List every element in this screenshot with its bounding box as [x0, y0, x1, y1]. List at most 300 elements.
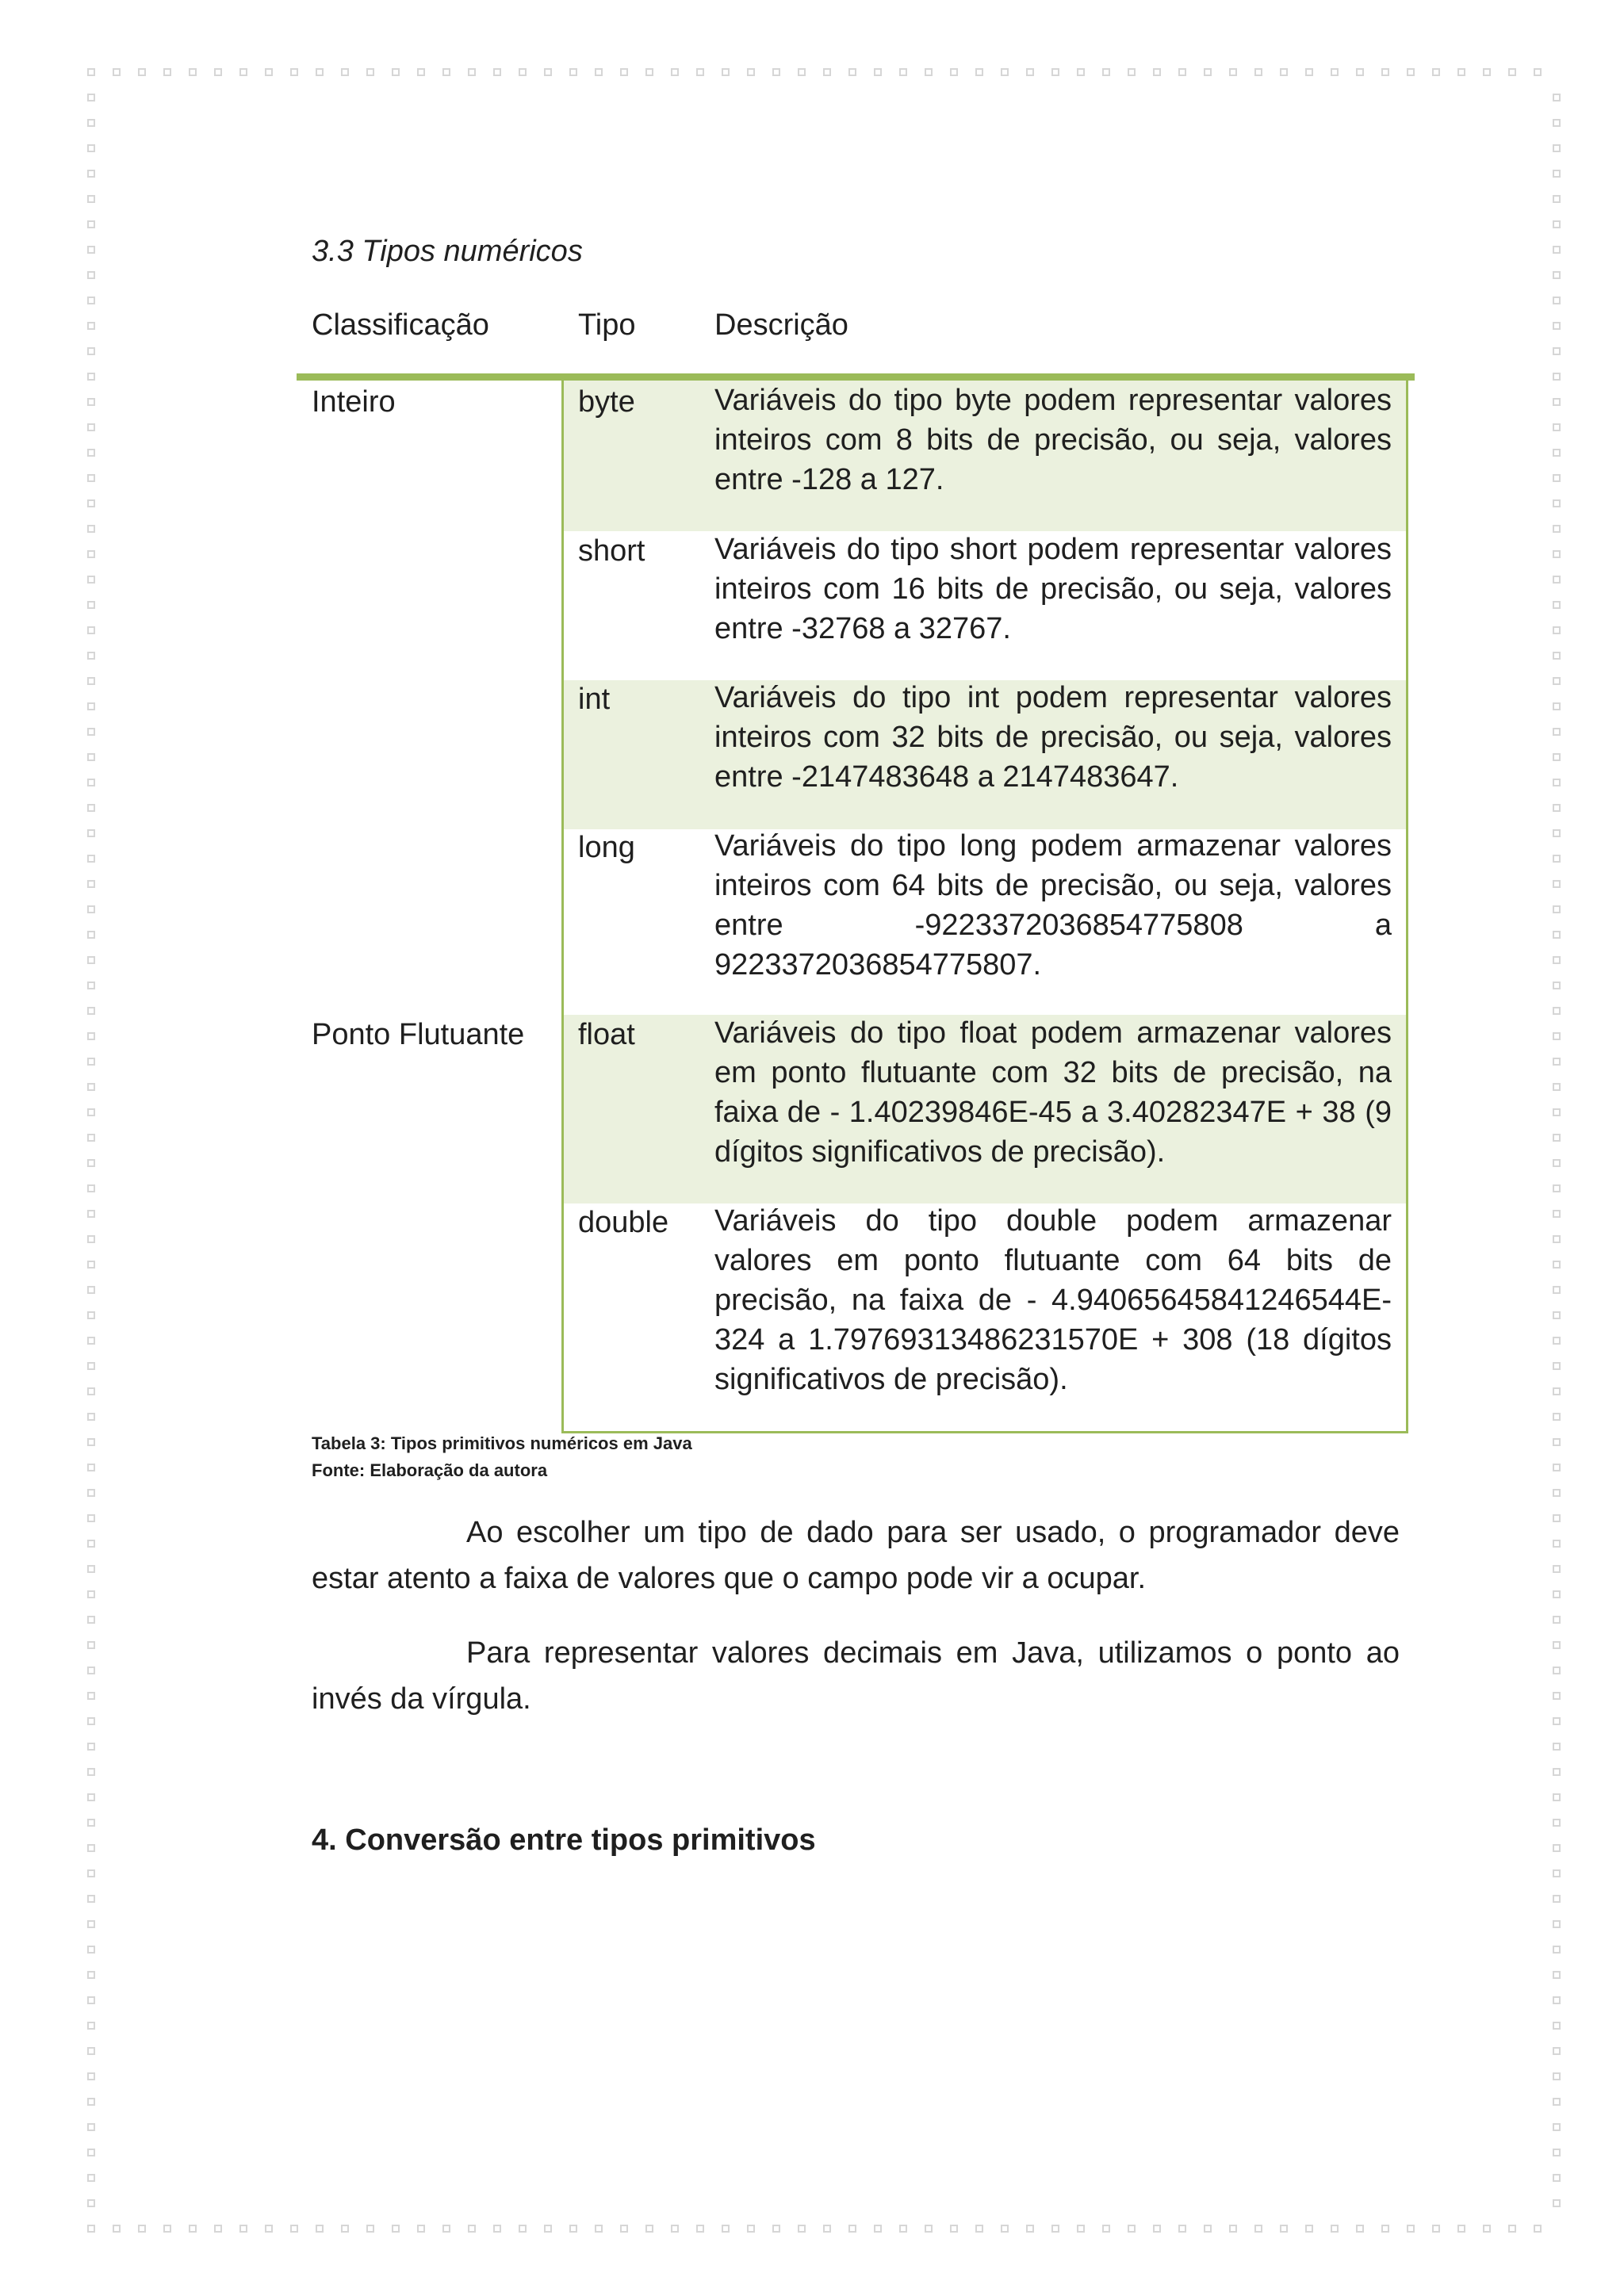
section-heading-4: 4. Conversão entre tipos primitivos — [312, 1823, 816, 1857]
border-square — [1553, 170, 1561, 178]
border-square — [1553, 2098, 1561, 2106]
border-square — [163, 68, 171, 76]
border-square — [87, 1413, 95, 1421]
border-square — [1553, 1413, 1561, 1421]
section-title: 3.3 Tipos numéricos — [312, 235, 583, 268]
border-square — [1128, 68, 1136, 76]
border-square — [87, 347, 95, 355]
header-type: Tipo — [578, 308, 636, 342]
border-square — [1077, 68, 1085, 76]
cell-type-long: long — [578, 831, 635, 864]
border-square — [1457, 2225, 1465, 2233]
border-square — [1553, 982, 1561, 989]
border-square — [493, 68, 501, 76]
border-square — [823, 68, 831, 76]
border-square — [87, 1108, 95, 1116]
border-square — [671, 2225, 679, 2233]
border-square — [87, 1514, 95, 1522]
border-square — [1553, 677, 1561, 685]
border-square — [747, 2225, 755, 2233]
border-square — [722, 68, 730, 76]
border-square — [1553, 1311, 1561, 1319]
border-square — [392, 68, 400, 76]
border-square — [87, 423, 95, 431]
border-square — [1077, 2225, 1085, 2233]
border-square — [87, 2123, 95, 2131]
border-square — [1553, 220, 1561, 228]
border-square — [1553, 246, 1561, 254]
border-square — [87, 1768, 95, 1776]
border-square — [87, 297, 95, 304]
border-square — [1153, 68, 1161, 76]
border-square — [366, 2225, 374, 2233]
paragraph-2: Para representar valores decimais em Java, utilizamos o ponto ao invés da vírgula. — [312, 1636, 1400, 1716]
border-square — [87, 550, 95, 558]
border-square — [138, 2225, 146, 2233]
border-square — [87, 1920, 95, 1928]
border-square — [1407, 2225, 1415, 2233]
border-square — [87, 373, 95, 381]
border-square — [1553, 1590, 1561, 1598]
border-square — [544, 2225, 552, 2233]
border-square — [87, 2072, 95, 2080]
border-square — [87, 119, 95, 127]
border-square — [87, 1844, 95, 1852]
border-square — [87, 1159, 95, 1167]
border-square — [87, 804, 95, 812]
border-square — [1553, 652, 1561, 660]
border-square — [1483, 2225, 1491, 2233]
border-square — [1553, 1261, 1561, 1269]
cell-type-byte: byte — [578, 385, 635, 419]
border-square — [87, 1565, 95, 1573]
cell-type-float: float — [578, 1018, 635, 1051]
border-square — [1553, 1616, 1561, 1624]
border-square — [1553, 1844, 1561, 1852]
border-square — [87, 905, 95, 913]
border-square — [87, 170, 95, 178]
border-square — [87, 576, 95, 584]
border-square — [1553, 1895, 1561, 1903]
border-square — [442, 68, 450, 76]
border-square — [87, 982, 95, 989]
border-square — [1553, 423, 1561, 431]
border-square — [1553, 94, 1561, 101]
border-square — [163, 2225, 171, 2233]
border-square — [87, 1083, 95, 1091]
border-square — [87, 1261, 95, 1269]
border-square — [341, 68, 349, 76]
border-square — [1553, 576, 1561, 584]
border-square — [341, 2225, 349, 2233]
border-square — [1553, 1007, 1561, 1015]
border-square — [87, 1869, 95, 1877]
border-square — [1553, 119, 1561, 127]
border-square — [87, 1819, 95, 1827]
border-square — [87, 1996, 95, 2004]
border-square — [87, 1438, 95, 1446]
header-classification: Classificação — [312, 308, 489, 342]
border-square — [87, 1743, 95, 1751]
table-caption-source: Fonte: Elaboração da autora — [312, 1460, 548, 1480]
border-square — [620, 68, 628, 76]
cell-description-int: Variáveis do tipo int podem representar valores inteiros com 32 bits de precisão, ou seja, valores entre -2147483648 a 2147483647. — [714, 681, 1392, 794]
border-square — [747, 68, 755, 76]
border-square — [87, 2174, 95, 2182]
border-square — [417, 68, 425, 76]
border-square — [87, 398, 95, 406]
border-square — [1553, 1083, 1561, 1091]
border-square — [87, 2199, 95, 2207]
border-square — [595, 68, 603, 76]
cell-type-double: double — [578, 1206, 669, 1239]
border-square — [1356, 2225, 1364, 2233]
border-square — [214, 68, 222, 76]
border-square — [1553, 1565, 1561, 1573]
border-square — [645, 2225, 653, 2233]
border-square — [1553, 1464, 1561, 1471]
border-square — [87, 246, 95, 254]
border-square — [265, 68, 273, 76]
border-square — [87, 1590, 95, 1598]
border-square — [1254, 2225, 1262, 2233]
border-square — [1102, 68, 1110, 76]
cell-type-short: short — [578, 534, 645, 568]
border-square — [1153, 2225, 1161, 2233]
border-square — [87, 1387, 95, 1395]
border-square — [1553, 1514, 1561, 1522]
border-square — [1553, 297, 1561, 304]
border-square — [239, 68, 247, 76]
border-square — [1553, 398, 1561, 406]
border-square — [1553, 1920, 1561, 1928]
border-square — [1553, 1159, 1561, 1167]
paragraph-1: Ao escolher um tipo de dado para ser usado, o programador deve estar atento a faixa de valores que o campo pode vir a ocupar. — [312, 1516, 1400, 1595]
border-square — [87, 1616, 95, 1624]
border-square — [1553, 702, 1561, 710]
border-square — [1553, 499, 1561, 507]
border-square — [1280, 68, 1288, 76]
border-square — [113, 2225, 121, 2233]
border-square — [87, 829, 95, 837]
border-square — [87, 1337, 95, 1345]
border-square — [1457, 68, 1465, 76]
border-square — [1553, 753, 1561, 761]
border-square — [1178, 68, 1186, 76]
border-square — [1483, 68, 1491, 76]
border-square — [696, 2225, 704, 2233]
border-square — [1508, 68, 1516, 76]
border-square — [1553, 1489, 1561, 1497]
border-square — [1553, 905, 1561, 913]
table-caption-title: Tabela 3: Tipos primitivos numéricos em Java — [312, 1433, 692, 1453]
border-square — [1553, 322, 1561, 330]
border-square — [1432, 68, 1440, 76]
border-square — [595, 2225, 603, 2233]
border-square — [442, 2225, 450, 2233]
border-square — [1229, 68, 1237, 76]
border-square — [1553, 2072, 1561, 2080]
border-square — [1102, 2225, 1110, 2233]
border-square — [1381, 2225, 1389, 2233]
border-square — [1553, 2022, 1561, 2030]
border-square — [1553, 373, 1561, 381]
border-square — [1553, 1717, 1561, 1725]
border-square — [87, 1717, 95, 1725]
border-square — [1553, 1946, 1561, 1954]
border-square — [1553, 956, 1561, 964]
cell-type-int: int — [578, 683, 611, 716]
border-square — [87, 94, 95, 101]
border-square — [1553, 1362, 1561, 1370]
border-square — [544, 68, 552, 76]
border-square — [316, 2225, 324, 2233]
border-square — [772, 2225, 780, 2233]
border-square — [1553, 2047, 1561, 2055]
border-square — [87, 499, 95, 507]
border-square — [87, 525, 95, 533]
border-square — [87, 1793, 95, 1801]
border-square — [87, 1489, 95, 1497]
border-square — [87, 855, 95, 863]
border-square — [519, 68, 527, 76]
border-square — [87, 728, 95, 736]
border-square — [1254, 68, 1262, 76]
border-square — [87, 880, 95, 888]
border-square — [366, 68, 374, 76]
border-square — [1553, 1134, 1561, 1142]
border-square — [87, 677, 95, 685]
border-square — [950, 2225, 958, 2233]
border-square — [1553, 1793, 1561, 1801]
border-square — [87, 195, 95, 203]
border-square — [87, 626, 95, 634]
border-square — [848, 2225, 856, 2233]
border-square — [1553, 2123, 1561, 2131]
border-square — [975, 68, 983, 76]
border-square — [1553, 1235, 1561, 1243]
border-square — [290, 68, 298, 76]
border-square — [87, 2225, 95, 2233]
border-square — [87, 1641, 95, 1649]
border-square — [848, 68, 856, 76]
border-square — [189, 2225, 197, 2233]
border-square — [87, 1235, 95, 1243]
border-square — [1001, 68, 1009, 76]
border-square — [1553, 449, 1561, 457]
border-square — [1553, 1184, 1561, 1192]
border-square — [874, 68, 882, 76]
border-square — [1051, 68, 1059, 76]
border-square — [87, 1971, 95, 1979]
border-square — [87, 1032, 95, 1040]
border-square — [87, 2098, 95, 2106]
border-square — [87, 1667, 95, 1674]
border-square — [87, 1692, 95, 1700]
cell-description-byte: Variáveis do tipo byte podem representar valores inteiros com 8 bits de precisão, ou seja, valores entre -128 a 127. — [714, 384, 1392, 496]
border-square — [87, 1007, 95, 1015]
border-square — [1381, 68, 1389, 76]
border-square — [87, 1210, 95, 1218]
border-square — [87, 1184, 95, 1192]
border-square — [87, 2149, 95, 2156]
border-square — [87, 931, 95, 939]
border-square — [1051, 2225, 1059, 2233]
border-square — [798, 2225, 806, 2233]
border-square — [519, 2225, 527, 2233]
header-description: Descrição — [714, 308, 848, 342]
border-square — [1204, 2225, 1212, 2233]
border-square — [87, 322, 95, 330]
border-square — [87, 2022, 95, 2030]
border-square — [87, 2047, 95, 2055]
border-square — [1356, 68, 1364, 76]
border-square — [290, 2225, 298, 2233]
cell-description-double: Variáveis do tipo double podem armazenar valores em ponto flutuante com 64 bits de precisão, na faixa de - 4.94065645841246544E-324 a 1.79769313486231570E + 308 (18 dígitos significativos de precisão). — [714, 1204, 1392, 1396]
border-square — [87, 1058, 95, 1066]
border-square — [1553, 779, 1561, 786]
border-square — [1553, 1692, 1561, 1700]
border-square — [1553, 1438, 1561, 1446]
border-square — [1407, 68, 1415, 76]
border-square — [1128, 2225, 1136, 2233]
border-square — [1553, 2199, 1561, 2207]
border-square — [1553, 728, 1561, 736]
border-square — [87, 1464, 95, 1471]
border-square — [316, 68, 324, 76]
border-square — [87, 956, 95, 964]
border-square — [1553, 626, 1561, 634]
cell-description-long: Variáveis do tipo long podem armazenar valores inteiros com 64 bits de precisão, ou seja, valores entre -9223372036854775808 a 9223372036854775807. — [714, 829, 1392, 982]
border-square — [1553, 804, 1561, 812]
border-square — [87, 449, 95, 457]
border-square — [1553, 601, 1561, 609]
border-square — [1553, 1667, 1561, 1674]
border-square — [1432, 2225, 1440, 2233]
border-square — [1553, 855, 1561, 863]
border-square — [417, 2225, 425, 2233]
border-square — [265, 2225, 273, 2233]
border-square — [975, 2225, 983, 2233]
border-square — [1553, 1641, 1561, 1649]
border-square — [1229, 2225, 1237, 2233]
border-square — [1508, 2225, 1516, 2233]
border-square — [468, 2225, 476, 2233]
border-square — [645, 68, 653, 76]
border-square — [87, 144, 95, 152]
border-square — [87, 1362, 95, 1370]
border-square — [87, 779, 95, 786]
border-square — [468, 68, 476, 76]
border-square — [569, 68, 577, 76]
border-square — [1331, 2225, 1339, 2233]
border-square — [87, 1311, 95, 1319]
border-square — [1534, 2225, 1542, 2233]
border-square — [1553, 195, 1561, 203]
border-square — [87, 702, 95, 710]
border-square — [1553, 1387, 1561, 1395]
border-square — [1553, 2174, 1561, 2182]
border-square — [1553, 1996, 1561, 2004]
border-square — [1305, 68, 1313, 76]
border-square — [113, 68, 121, 76]
border-square — [1553, 347, 1561, 355]
border-square — [493, 2225, 501, 2233]
border-square — [874, 2225, 882, 2233]
border-square — [1553, 880, 1561, 888]
border-square — [87, 1286, 95, 1294]
border-square — [214, 2225, 222, 2233]
border-square — [1553, 2149, 1561, 2156]
border-square — [87, 1895, 95, 1903]
border-square — [87, 1540, 95, 1548]
border-square — [1026, 68, 1034, 76]
border-square — [1001, 2225, 1009, 2233]
border-square — [1553, 525, 1561, 533]
border-square — [1553, 1108, 1561, 1116]
border-square — [1331, 68, 1339, 76]
border-square — [87, 753, 95, 761]
cell-classification-integer: Inteiro — [312, 385, 396, 419]
border-square — [1553, 931, 1561, 939]
border-square — [87, 220, 95, 228]
border-square — [1553, 1971, 1561, 1979]
border-square — [1553, 1210, 1561, 1218]
border-square — [1553, 1743, 1561, 1751]
border-square — [899, 68, 907, 76]
border-square — [899, 2225, 907, 2233]
border-square — [87, 652, 95, 660]
border-square — [87, 474, 95, 482]
border-square — [87, 271, 95, 279]
border-square — [620, 2225, 628, 2233]
border-square — [239, 2225, 247, 2233]
border-square — [772, 68, 780, 76]
border-square — [1553, 474, 1561, 482]
border-square — [1553, 1032, 1561, 1040]
cell-classification-floating-point: Ponto Flutuante — [312, 1018, 525, 1051]
border-square — [1553, 1768, 1561, 1776]
border-square — [1178, 2225, 1186, 2233]
border-square — [950, 68, 958, 76]
border-square — [925, 2225, 933, 2233]
border-square — [1305, 2225, 1313, 2233]
border-square — [671, 68, 679, 76]
border-square — [392, 2225, 400, 2233]
border-square — [823, 2225, 831, 2233]
border-square — [1553, 829, 1561, 837]
border-square — [925, 68, 933, 76]
cell-description-float: Variáveis do tipo float podem armazenar valores em ponto flutuante com 32 bits de precisão, na faixa de - 1.40239846E-45 a 3.40282347E + 38 (9 dígitos significativos de precisão). — [714, 1016, 1392, 1169]
border-square — [1553, 1819, 1561, 1827]
border-square — [1553, 1337, 1561, 1345]
border-square — [1204, 68, 1212, 76]
border-square — [1553, 271, 1561, 279]
border-square — [1553, 550, 1561, 558]
border-square — [87, 68, 95, 76]
border-square — [1553, 1058, 1561, 1066]
border-square — [569, 2225, 577, 2233]
border-square — [696, 68, 704, 76]
border-square — [1553, 1869, 1561, 1877]
border-square — [87, 1134, 95, 1142]
border-square — [1553, 1540, 1561, 1548]
border-square — [1026, 2225, 1034, 2233]
border-square — [87, 1946, 95, 1954]
border-square — [1534, 68, 1542, 76]
border-square — [1553, 1286, 1561, 1294]
border-square — [1280, 2225, 1288, 2233]
